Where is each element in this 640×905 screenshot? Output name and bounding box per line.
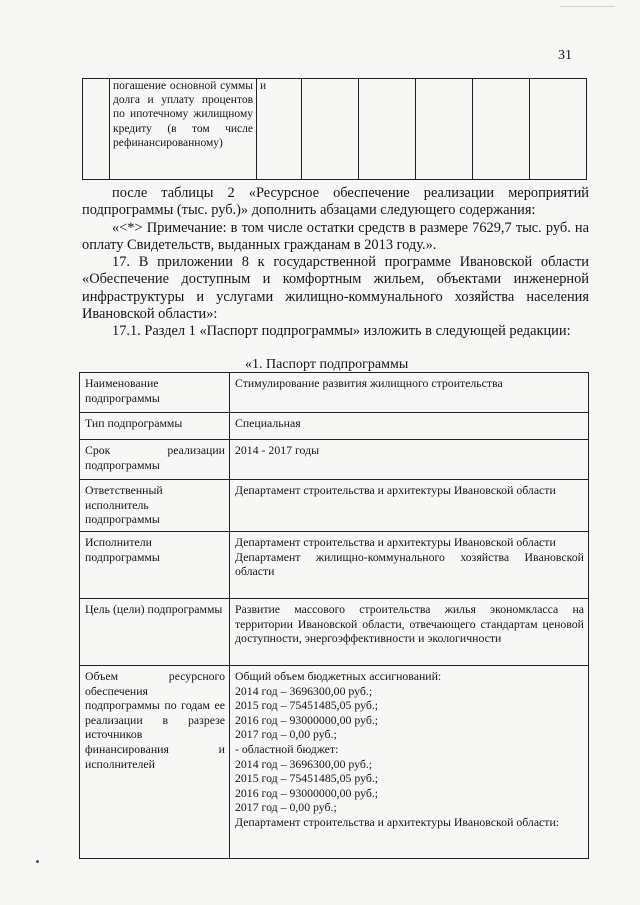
row-value [230,599,589,666]
row-value [230,413,589,440]
value-line: Департамент строительства и архитектуры Ивановской области [235,483,556,497]
value-line: Департамент строительства и архитектуры Ивановской области: [235,814,560,829]
table-row [80,532,589,599]
table-row [83,79,587,180]
table-cell-description: погашение основной суммы долга и уплату процентов по ипотечному жилищному кредиту (в том числе рефинансированному) [110,79,257,180]
row-value [230,440,589,480]
table-row [80,480,589,532]
top-table-fragment [82,78,587,180]
value-line: 2016 год – 93000000,00 руб.; [235,785,379,800]
table-cell [473,79,530,180]
row-value [230,373,589,413]
value-line: Департамент жилищно-коммунального хозяйства Ивановской области [235,549,584,579]
scan-speck [36,860,39,863]
value-line: - областной бюджет: [235,741,339,756]
table-row [80,666,589,859]
value-line: 2016 год – 93000000,00 руб.; [235,712,379,727]
body-text [82,185,589,341]
passport-table [79,372,589,859]
row-label: Срок реализации подпрограммы [80,440,230,480]
value-line: 2017 год – 0,00 руб.; [235,727,337,742]
table-row [80,413,589,440]
table-cell [302,79,359,180]
table-cell [416,79,473,180]
value-line: Стимулирование развития жилищного строительства [235,376,503,390]
table-row [80,373,589,413]
row-label: Ответственный исполнитель подпрограммы [80,480,230,532]
row-value [230,666,589,859]
value-line: Развитие массового строительства жилья экономкласса на территории Ивановской области, отвечающего стандартам ценовой доступности, энергоэффективности и экологичности [235,602,584,646]
value-line: 2015 год – 75451485,05 руб.; [235,771,379,786]
table-cell [83,79,110,180]
row-label: Объем ресурсного обеспечения подпрограммы по годам ее реализации в разрезе источников финансирования и исполнителей [80,666,230,859]
scan-artifact-line [560,6,615,9]
value-line: 2014 - 2017 годы [235,443,319,457]
value-line: 2017 год – 0,00 руб.; [235,800,337,815]
row-value [230,532,589,599]
passport-caption: «1. Паспорт подпрограммы [245,357,409,372]
table-cell [359,79,416,180]
row-label: Тип подпрограммы [80,413,230,440]
value-line: 2015 год – 75451485,05 руб.; [235,698,379,713]
paragraph: «<*> Примечание: в том числе остатки средств в размере 7629,7 тыс. руб. на оплату Свидетельств, выданных гражданам в 2013 году.». [82,219,589,253]
row-label: Цель (цели) подпрограммы [80,599,230,666]
row-label: Исполнители подпрограммы [80,532,230,599]
table-row [80,599,589,666]
value-line: Департамент строительства и архитектуры Ивановской области [235,535,556,549]
value-line: 2014 год – 3696300,00 руб.; [235,683,373,698]
value-line: Общий объем бюджетных ассигнований: [235,669,442,683]
paragraph: 17.1. Раздел 1 «Паспорт подпрограммы» изложить в следующей редакции: [112,323,571,340]
row-label: Наименование подпрограммы [80,373,230,413]
paragraph: после таблицы 2 «Ресурсное обеспечение реализации мероприятий подпрограммы (тыс. руб.)» дополнить абзацами следующего содержания: [82,185,589,219]
table-cell-mark: и [257,79,302,180]
table-cell [530,79,587,180]
value-line: Специальная [235,416,301,430]
table-row [80,440,589,480]
paragraph: 17. В приложении 8 к государственной программе Ивановской области «Обеспечение доступным и комфортным жильем, объектами инженерной инфраструктуры и услугами жилищно-коммунального хозяйства населения Ивановской области»: [82,254,589,323]
row-value [230,480,589,532]
page-number: 31 [558,48,572,63]
value-line: 2014 год – 3696300,00 руб.; [235,756,373,771]
